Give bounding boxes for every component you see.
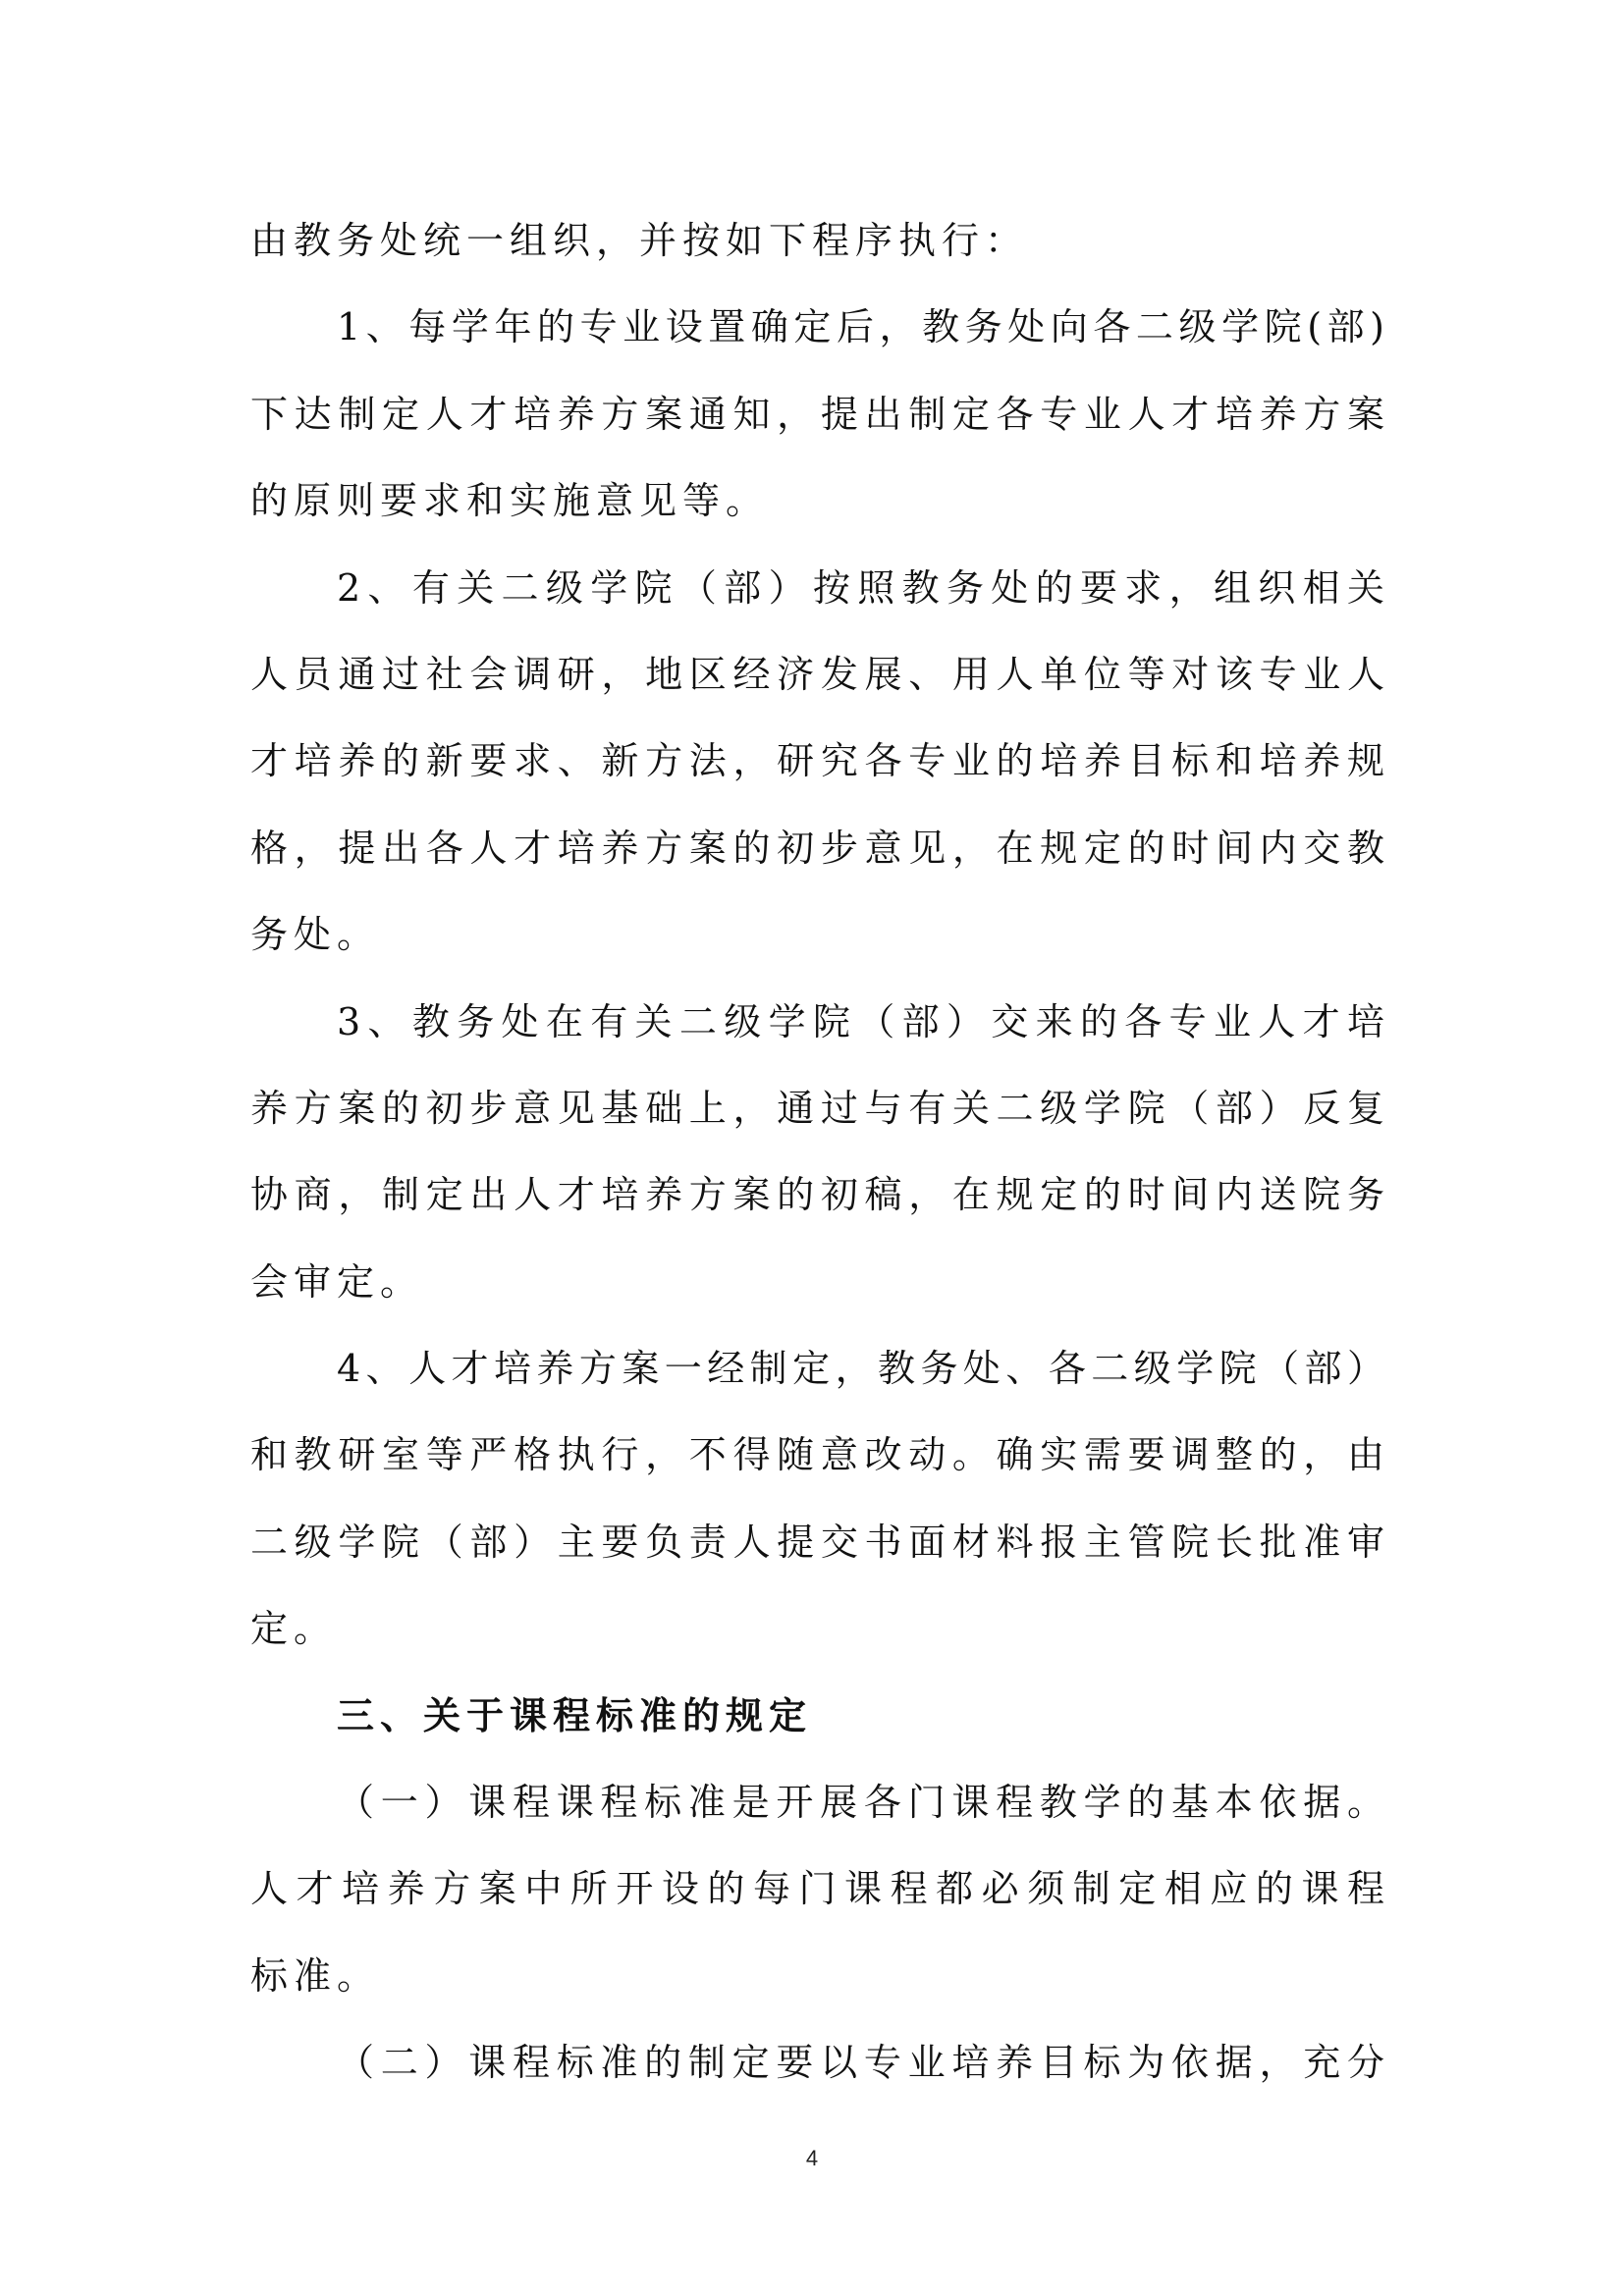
text-line: 的原则要求和实施意见等。 bbox=[250, 479, 770, 523]
text-line: 养方案的初步意见基础上，通过与有关二级学院（部）反复 bbox=[250, 1086, 1384, 1130]
text-line: 1、每学年的专业设置确定后，教务处向各二级学院(部) bbox=[337, 305, 1384, 349]
text-line: 人才培养方案中所开设的每门课程都必须制定相应的课程 bbox=[250, 1867, 1384, 1911]
text-line: 才培养的新要求、新方法，研究各专业的培养目标和培养规 bbox=[250, 739, 1384, 783]
text-line: 务处。 bbox=[250, 913, 381, 957]
text-line: 人员通过社会调研，地区经济发展、用人单位等对该专业人 bbox=[250, 652, 1384, 696]
text-line: 由教务处统一组织，并按如下程序执行： bbox=[250, 219, 1029, 262]
text-line: 3、教务处在有关二级学院（部）交来的各专业人才培 bbox=[337, 999, 1384, 1043]
text-line: 下达制定人才培养方案通知，提出制定各专业人才培养方案 bbox=[250, 392, 1384, 436]
text-line: 二级学院（部）主要负责人提交书面材料报主管院长批准审 bbox=[250, 1520, 1384, 1564]
text-line: 协商，制定出人才培养方案的初稿，在规定的时间内送院务 bbox=[250, 1173, 1384, 1217]
text-line: （一）课程课程标准是开展各门课程教学的基本依据。 bbox=[337, 1781, 1384, 1825]
text-line: 4、人才培养方案一经制定，教务处、各二级学院（部） bbox=[337, 1347, 1384, 1391]
body-text bbox=[250, 197, 1384, 2107]
text-line: 定。 bbox=[250, 1607, 338, 1651]
text-line: 标准。 bbox=[250, 1953, 381, 1998]
text-line: 会审定。 bbox=[250, 1259, 424, 1304]
text-line: （二）课程标准的制定要以专业培养目标为依据，充分 bbox=[337, 2041, 1384, 2085]
text-line: 格，提出各人才培养方案的初步意见，在规定的时间内交教 bbox=[250, 826, 1384, 870]
page-number: 4 bbox=[805, 2146, 819, 2170]
text-line: 2、有关二级学院（部）按照教务处的要求，组织相关 bbox=[337, 565, 1384, 610]
section-heading: 三、关于课程标准的规定 bbox=[337, 1693, 813, 1737]
text-line: 和教研室等严格执行，不得随意改动。确实需要调整的，由 bbox=[250, 1433, 1384, 1477]
